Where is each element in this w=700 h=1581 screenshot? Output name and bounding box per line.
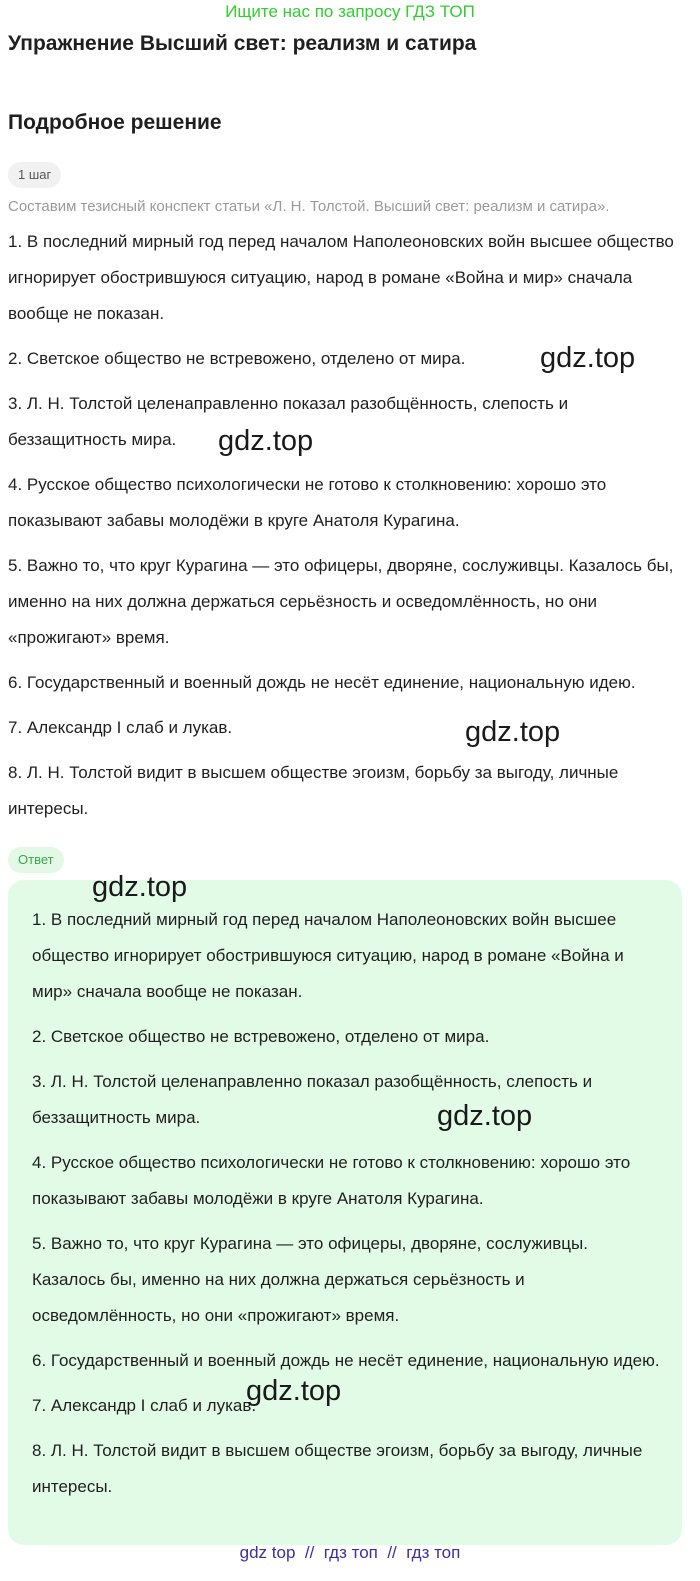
watermark: gdz.top <box>437 1100 533 1132</box>
answer-item: 8. Л. Н. Толстой видит в высшем обществе эгоизм, борьбу за выгоду, личные интересы. <box>32 1441 643 1496</box>
answer-badge: Ответ <box>8 847 64 873</box>
answer-item: 5. Важно то, что круг Курагина — это офицеры, дворяне, сослуживцы. Казалось бы, именно на них должна держаться серьёзность и осведомлённость, но они «прожигают» время. <box>32 1234 588 1325</box>
answer-item: 2. Светское общество не встревожено, отделено от мира. <box>32 1027 490 1046</box>
watermark: gdz.top <box>92 871 188 903</box>
answer-item: 6. Государственный и военный дождь не несёт единение, национальную идею. <box>32 1351 660 1370</box>
answer-box <box>8 880 682 1545</box>
watermark: gdz.top <box>540 342 636 374</box>
top-banner: Ищите нас по запросу ГДЗ ТОП <box>225 2 475 21</box>
solution-item: 8. Л. Н. Толстой видит в высшем обществе эгоизм, борьбу за выгоду, личные интересы. <box>8 763 619 818</box>
solution-item: 1. В последний мирный год перед началом Наполеоновских войн высшее общество игнорирует обострившуюся ситуацию, народ в романе «Война и мир» сначала вообще не показан. <box>8 232 674 323</box>
answer-list <box>32 902 662 1514</box>
footer-links: gdz top // гдз топ // гдз топ <box>239 1543 461 1562</box>
page-title: Упражнение Высший свет: реализм и сатира <box>8 32 477 55</box>
solution-item: 2. Светское общество не встревожено, отделено от мира. <box>8 349 466 368</box>
watermark: gdz.top <box>465 716 561 748</box>
solution-item: 6. Государственный и военный дождь не несёт единение, национальную идею. <box>8 673 636 692</box>
answer-item: 1. В последний мирный год перед началом Наполеоновских войн высшее общество игнорирует обострившуюся ситуацию, народ в романе «Война и мир» сначала вообще не показан. <box>32 910 624 1001</box>
solution-item: 3. Л. Н. Толстой целенаправленно показал разобщённость, слепость и беззащитность мира. <box>8 394 569 449</box>
answer-item: 3. Л. Н. Толстой целенаправленно показал разобщённость, слепость и беззащитность мира. <box>32 1072 593 1127</box>
solution-item: 4. Русское общество психологически не готово к столкновению: хорошо это показывают забавы молодёжи в круге Анатоля Курагина. <box>8 475 607 530</box>
solution-list <box>8 224 688 836</box>
answer-item: 7. Александр I слаб и лукав. <box>32 1396 257 1415</box>
watermark: gdz.top <box>218 425 314 457</box>
watermark: gdz.top <box>246 1375 342 1407</box>
solution-item: 5. Важно то, что круг Курагина — это офицеры, дворяне, сослуживцы. Казалось бы, именно на них должна держаться серьёзность и осведомлённость, но они «прожигают» время. <box>8 556 674 647</box>
step-badge: 1 шаг <box>8 162 61 188</box>
answer-item: 4. Русское общество психологически не готово к столкновению: хорошо это показывают забавы молодёжи в круге Анатоля Курагина. <box>32 1153 631 1208</box>
section-title: Подробное решение <box>8 111 222 134</box>
intro-text: Составим тезисный конспект статьи «Л. Н. Толстой. Высший свет: реализм и сатира». <box>8 198 610 215</box>
solution-item: 7. Александр I слаб и лукав. <box>8 718 233 737</box>
